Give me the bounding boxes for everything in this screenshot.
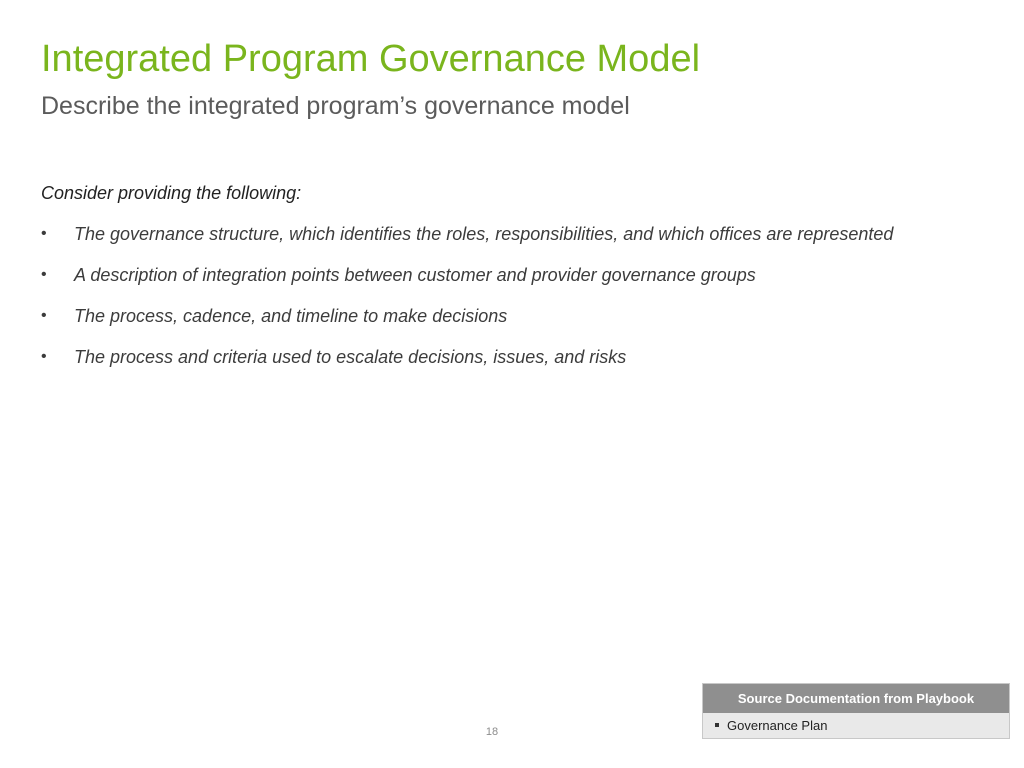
source-list-item: [703, 713, 1009, 739]
source-documentation-box: [702, 683, 1010, 739]
source-item-label: Governance Plan: [727, 718, 828, 733]
bullet-item: [41, 345, 1011, 386]
page-number: 18: [485, 726, 499, 738]
slide-subtitle: Describe the integrated program’s governance model: [41, 92, 630, 120]
bullet-icon: •: [41, 348, 47, 365]
bullet-icon: •: [41, 266, 47, 283]
bullet-text: A description of integration points between customer and provider governance groups: [74, 265, 756, 285]
intro-text: Consider providing the following:: [41, 183, 302, 203]
bullet-text: The process, cadence, and timeline to make decisions: [74, 306, 508, 326]
bullet-item: [41, 263, 1011, 304]
bullet-icon: •: [41, 307, 47, 324]
bullet-text: The process and criteria used to escalate decisions, issues, and risks: [74, 347, 627, 367]
square-bullet-icon: [715, 723, 719, 727]
bullet-list: [41, 222, 1011, 386]
bullet-icon: •: [41, 225, 47, 242]
bullet-item: [41, 222, 1011, 263]
bullet-text: The governance structure, which identifies the roles, responsibilities, and which offices are represented: [74, 224, 894, 244]
slide-title: Integrated Program Governance Model: [41, 38, 701, 80]
bullet-item: [41, 304, 1011, 345]
source-box-header: Source Documentation from Playbook: [703, 684, 1009, 713]
